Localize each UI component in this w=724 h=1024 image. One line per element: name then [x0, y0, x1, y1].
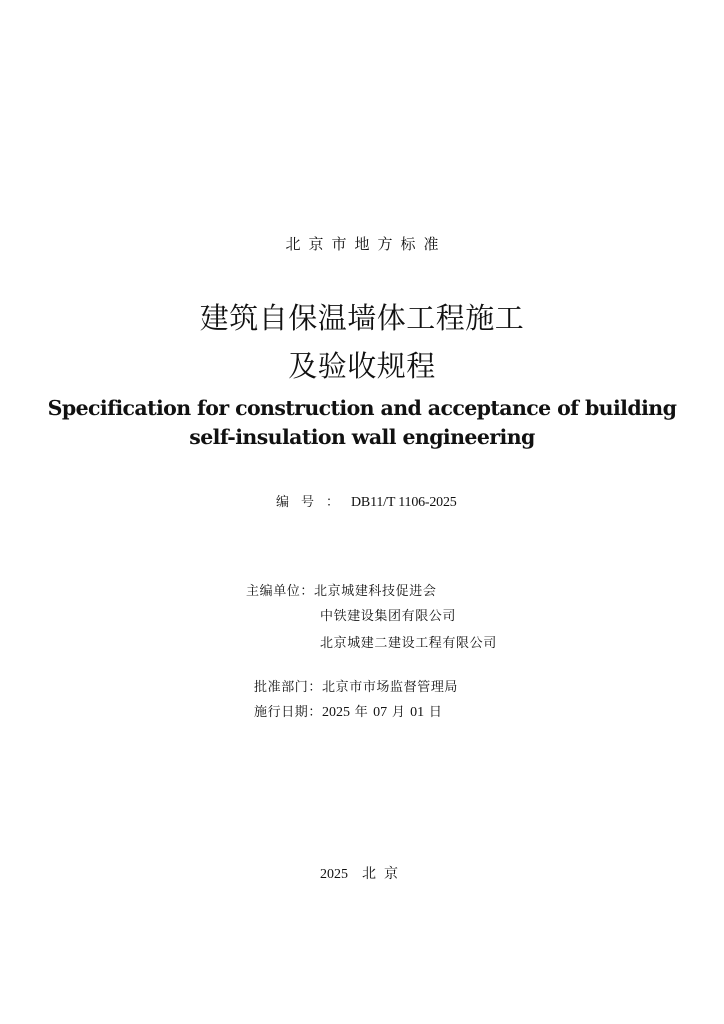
standard-number-label: 编号： [276, 495, 352, 510]
approval-row [254, 679, 458, 697]
effective-date-value [322, 704, 443, 722]
effective-day: 01 [410, 705, 425, 720]
editor-unit-1: 北京城建科技促进会 [314, 584, 437, 599]
day-unit: 日 [424, 705, 443, 720]
editor-row [320, 608, 456, 626]
title-cn-line1: 建筑自保温墙体工程施工 [199, 301, 525, 335]
editors-label: 主编单位： [246, 584, 315, 599]
standard-type-header: 北京市地方标准 [285, 235, 447, 253]
title-en-line1: Specification for construction and acceptance of building [47, 396, 677, 420]
approval-value: 北京市市场监督管理局 [322, 680, 459, 695]
editor-row [246, 583, 436, 601]
effective-year: 2025 [322, 705, 351, 720]
editor-unit-3: 北京城建二建设工程有限公司 [320, 636, 497, 651]
standard-number [276, 494, 457, 512]
approval-label: 批准部门： [254, 680, 323, 695]
year-unit: 年 [350, 705, 374, 720]
title-cn-line2: 及验收规程 [288, 349, 436, 383]
standard-number-value: DB11/T 1106-2025 [351, 495, 457, 510]
footer-city: 北京 [362, 866, 406, 882]
editor-unit-2: 中铁建设集团有限公司 [320, 609, 457, 624]
month-unit: 月 [387, 705, 411, 720]
editor-row [320, 635, 497, 653]
footer-year: 2025 [320, 867, 348, 882]
effective-date-label: 施行日期： [254, 705, 323, 720]
title-en-line2: self-insulation wall engineering [189, 425, 535, 449]
footer [320, 865, 406, 884]
effective-month: 07 [373, 705, 388, 720]
effective-date-row [254, 704, 443, 722]
